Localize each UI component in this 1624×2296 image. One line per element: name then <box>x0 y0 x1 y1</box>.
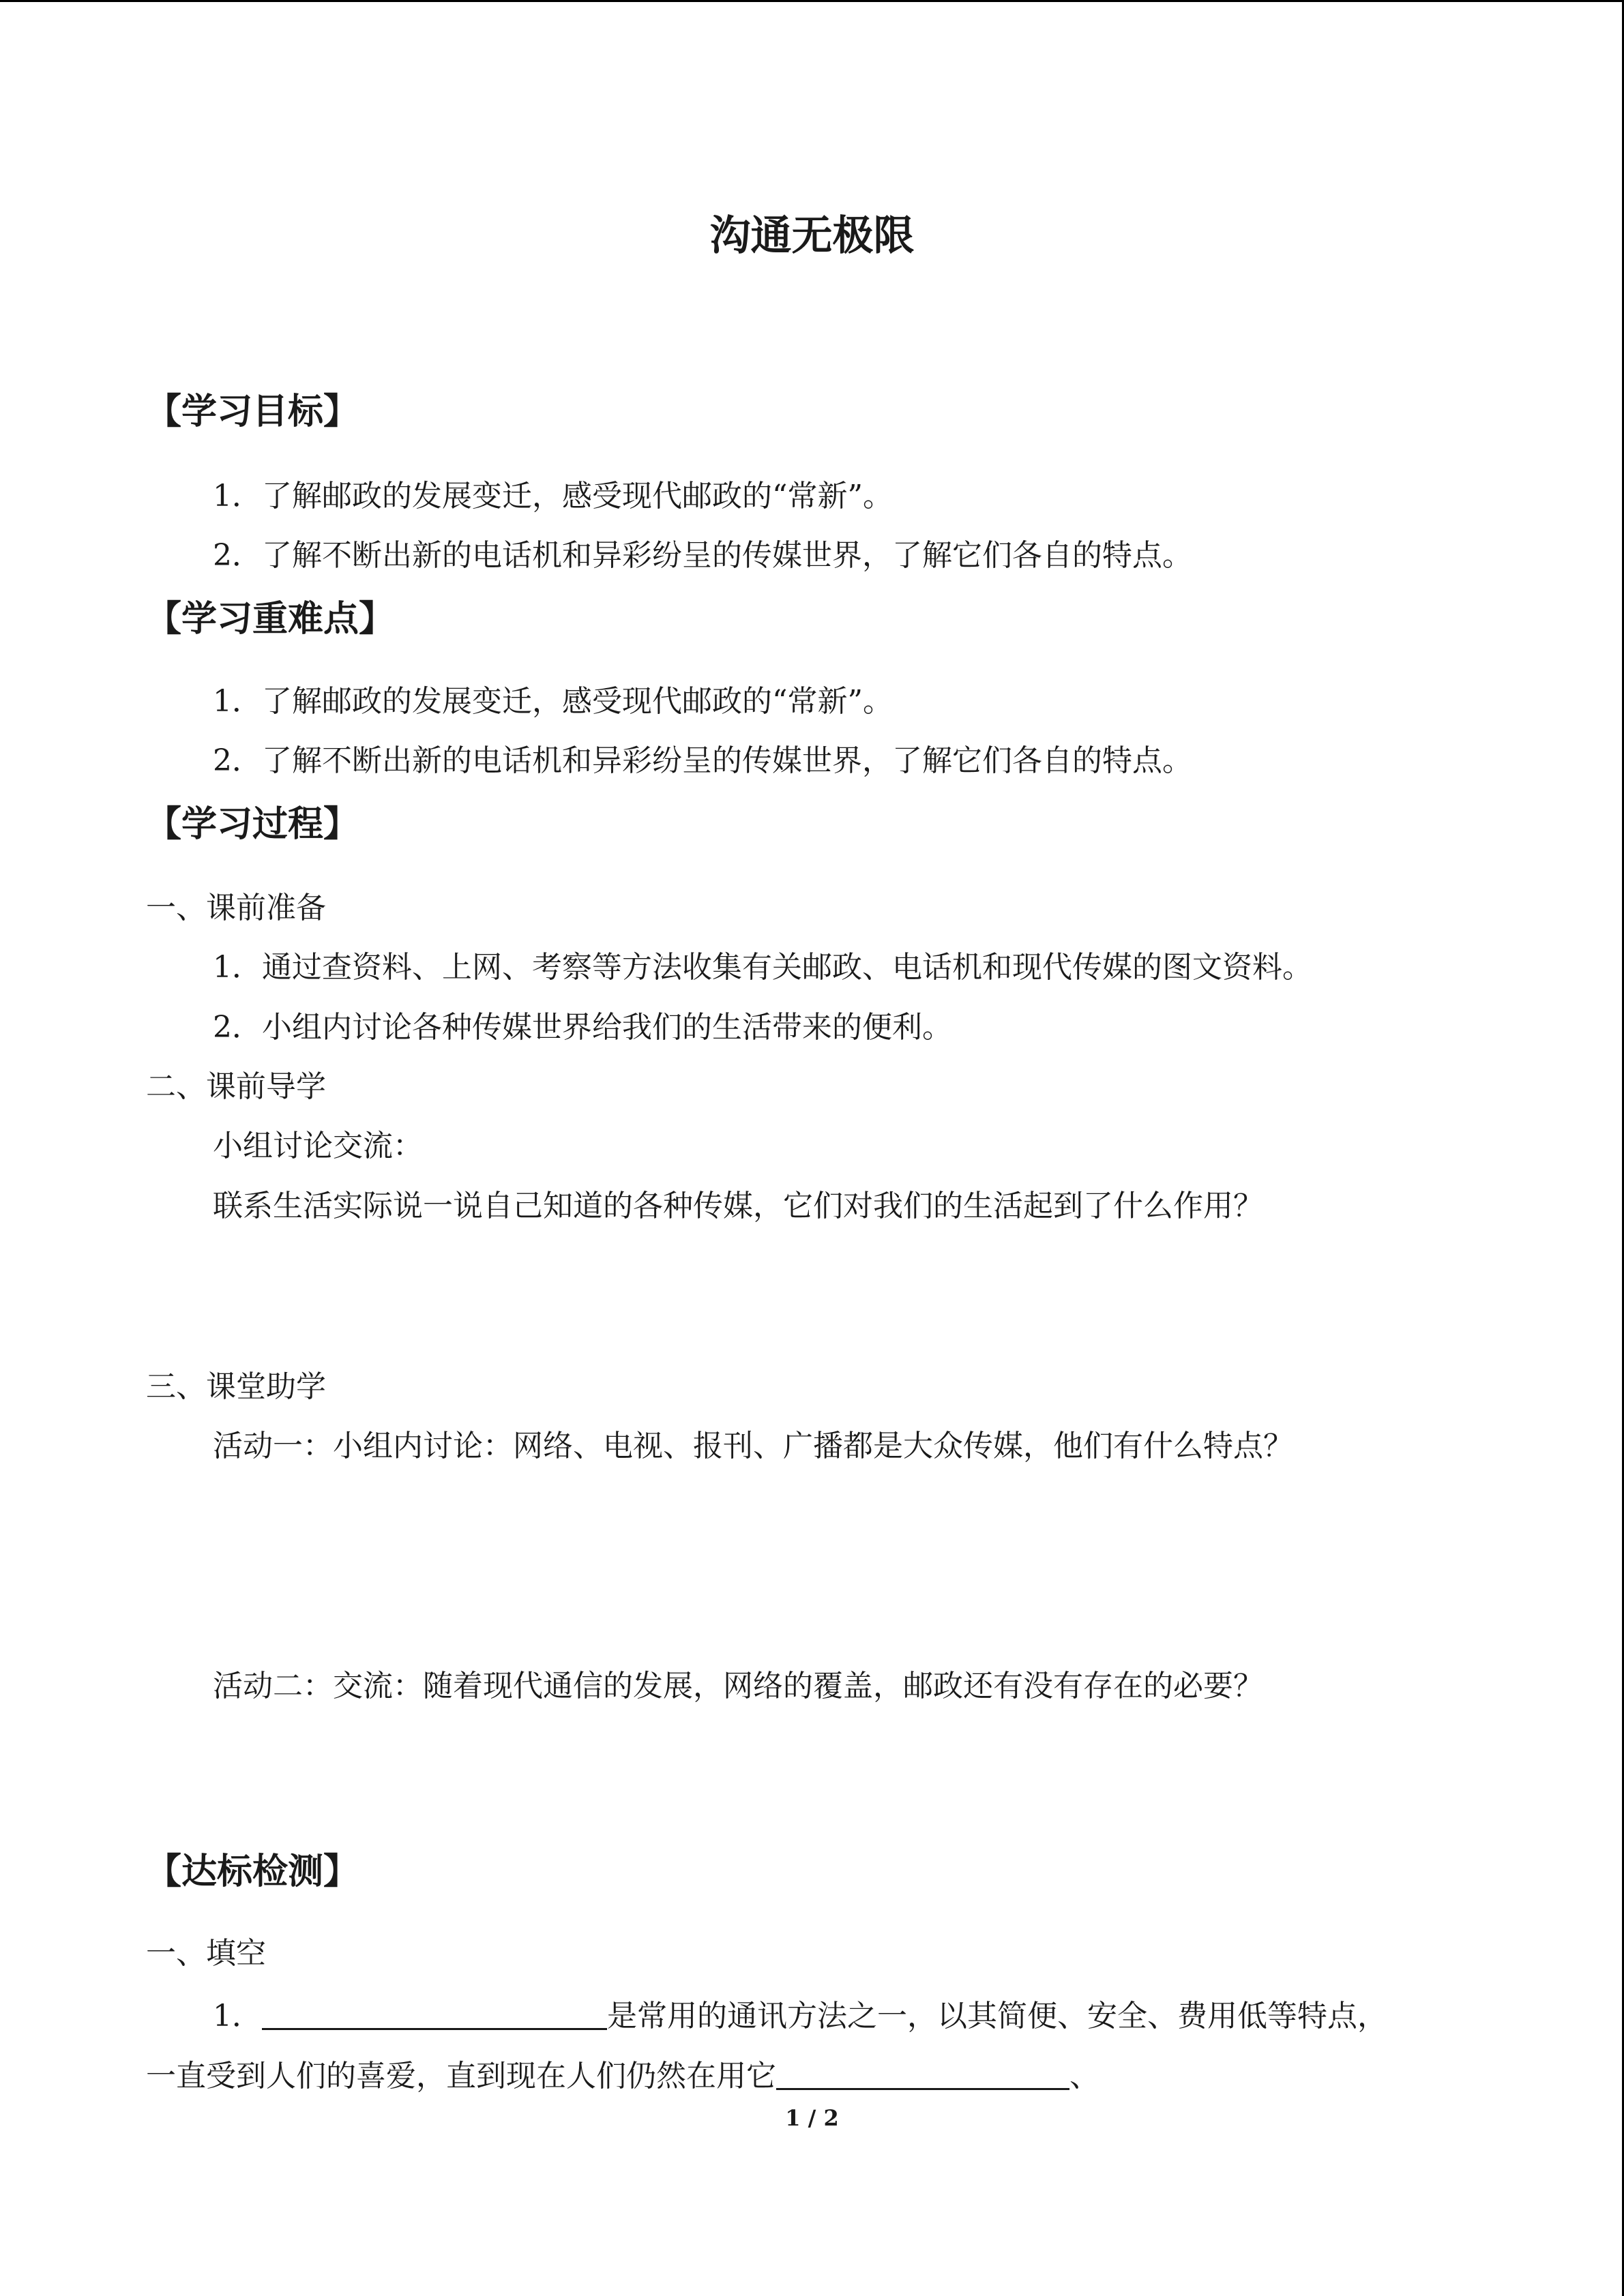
process-part1-item-1: 1．通过查资料、上网、考察等方法收集有关邮政、电话机和现代传媒的图文资料。 <box>213 950 1312 985</box>
key-points-item-2: 2．了解不断出新的电话机和异彩纷呈的传媒世界，了解它们各自的特点。 <box>213 743 1192 778</box>
test-question-1-text-b: 一直受到人们的喜爱，直到现在人们仍然在用它 <box>146 2059 776 2093</box>
key-points-heading: 【学习重难点】 <box>146 599 395 640</box>
answer-blank-2[interactable] <box>776 2058 1069 2090</box>
process-part2-title: 二、课前导学 <box>146 1069 326 1104</box>
test-question-1-line-2 <box>146 2058 1099 2091</box>
page-border-top <box>0 0 1624 2</box>
answer-blank-1[interactable] <box>262 1998 607 2030</box>
process-activity-1: 活动一：小组内讨论：网络、电视、报刊、广播都是大众传媒，他们有什么特点？ <box>213 1429 1293 1463</box>
goals-item-2: 2．了解不断出新的电话机和异彩纷呈的传媒世界，了解它们各自的特点。 <box>213 538 1192 573</box>
test-part1-title: 一、填空 <box>146 1936 266 1971</box>
goals-item-1: 1．了解邮政的发展变迁，感受现代邮政的“常新”。 <box>213 479 893 513</box>
test-question-1-text-c: 、 <box>1069 2059 1099 2093</box>
process-part2-line-2: 联系生活实际说一说自己知道的各种传媒，它们对我们的生活起到了什么作用？ <box>213 1189 1263 1223</box>
test-question-1-number: 1． <box>213 1999 262 2033</box>
process-heading: 【学习过程】 <box>146 804 359 845</box>
test-question-1-line-1 <box>213 1998 1387 2031</box>
process-part1-item-2: 2．小组内讨论各种传媒世界给我们的生活带来的便利。 <box>213 1010 952 1045</box>
process-part3-title: 三、课堂助学 <box>146 1369 326 1404</box>
test-question-1-text-a: 是常用的通讯方法之一，以其简便、安全、费用低等特点， <box>607 1999 1387 2033</box>
process-part1-title: 一、课前准备 <box>146 891 326 925</box>
page-indicator: 1 / 2 <box>785 2105 839 2131</box>
goals-heading: 【学习目标】 <box>146 391 359 432</box>
process-activity-2: 活动二：交流：随着现代通信的发展，网络的覆盖，邮政还有没有存在的必要？ <box>213 1669 1263 1703</box>
process-part2-line-1: 小组讨论交流： <box>213 1129 423 1163</box>
test-heading: 【达标检测】 <box>146 1851 359 1892</box>
key-points-item-1: 1．了解邮政的发展变迁，感受现代邮政的“常新”。 <box>213 684 893 719</box>
document-title: 沟通无极限 <box>709 212 915 260</box>
